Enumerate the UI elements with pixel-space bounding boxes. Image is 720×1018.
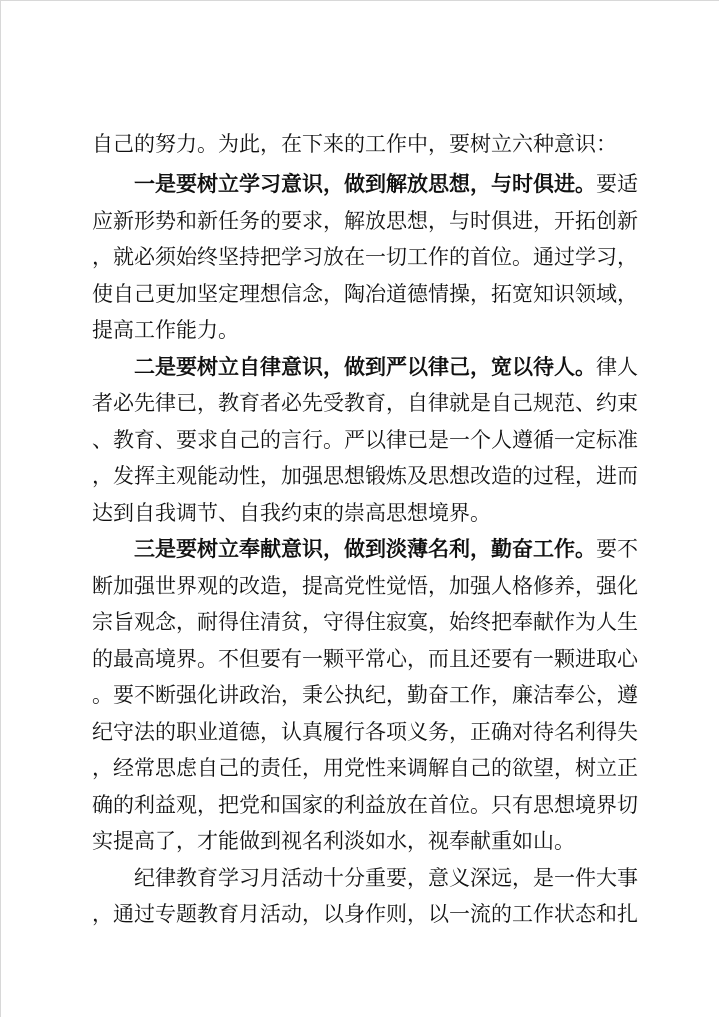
- text-line: 自己的努力。为此，在下来的工作中，要树立六种意识：: [92, 132, 617, 156]
- text-line: 确的利益观，把党和国家的利益放在首位。只有思想境界切: [92, 793, 638, 817]
- text-line: ，经常思虑自己的责任，用党性来调解自己的欲望，树立正: [92, 756, 638, 780]
- text-line: ，发挥主观能动性，加强思想锻炼及思想改造的过程，进而: [92, 464, 638, 488]
- text-line: 使自己更加坚定理想信念，陶冶道德情操，拓宽知识领域，: [92, 282, 638, 306]
- paragraph-3-start: 三是要树立奉献意识，做到淡薄名利，勤奋工作。要不: [134, 536, 638, 561]
- text-line: 。要不断强化讲政治，秉公执纪，勤奋工作，廉洁奉公，遵: [92, 683, 638, 707]
- text-line: 实提高了，才能做到视名利淡如水，视奉献重如山。: [92, 829, 575, 853]
- text-line: 、教育、要求自己的言行。严以律已是一个人遵循一定标准: [92, 428, 638, 452]
- paragraph-1-start: 一是要树立学习意识，做到解放思想，与时俱进。要适: [134, 171, 638, 196]
- text-line: 宗旨观念，耐得住清贫，守得住寂寞，始终把奉献作为人生: [92, 610, 638, 634]
- text-line: ，通过专题教育月活动，以身作则，以一流的工作状态和扎: [92, 902, 638, 926]
- paragraph-4-start: 纪律教育学习月活动十分重要，意义深远，是一件大事: [134, 866, 638, 890]
- paragraph-2-start: 二是要树立自律意识，做到严以律己，宽以待人。律人: [134, 354, 638, 379]
- text-line: 达到自我调节、自我约束的崇高思想境界。: [92, 501, 491, 525]
- heading-learning: 一是要树立学习意识，做到解放思想，与时俱进。: [134, 171, 596, 196]
- text-line: 提高工作能力。: [92, 318, 239, 342]
- heading-self-discipline: 二是要树立自律意识，做到严以律己，宽以待人。: [134, 354, 596, 379]
- text-line: ，就必须始终坚持把学习放在一切工作的首位。通过学习，: [92, 245, 638, 269]
- text-line: 应新形势和新任务的要求，解放思想，与时俱进，开拓创新: [92, 209, 638, 233]
- text-line: 者必先律已，教育者必先受教育，自律就是自己规范、约束: [92, 391, 638, 415]
- heading-dedication: 三是要树立奉献意识，做到淡薄名利，勤奋工作。: [134, 536, 596, 561]
- text-line: 断加强世界观的改造，提高党性觉悟，加强人格修养，强化: [92, 574, 638, 598]
- text-line: 纪守法的职业道德，认真履行各项义务，正确对待名利得失: [92, 720, 638, 744]
- text-line: 的最高境界。不但要有一颗平常心，而且还要有一颗进取心: [92, 647, 638, 671]
